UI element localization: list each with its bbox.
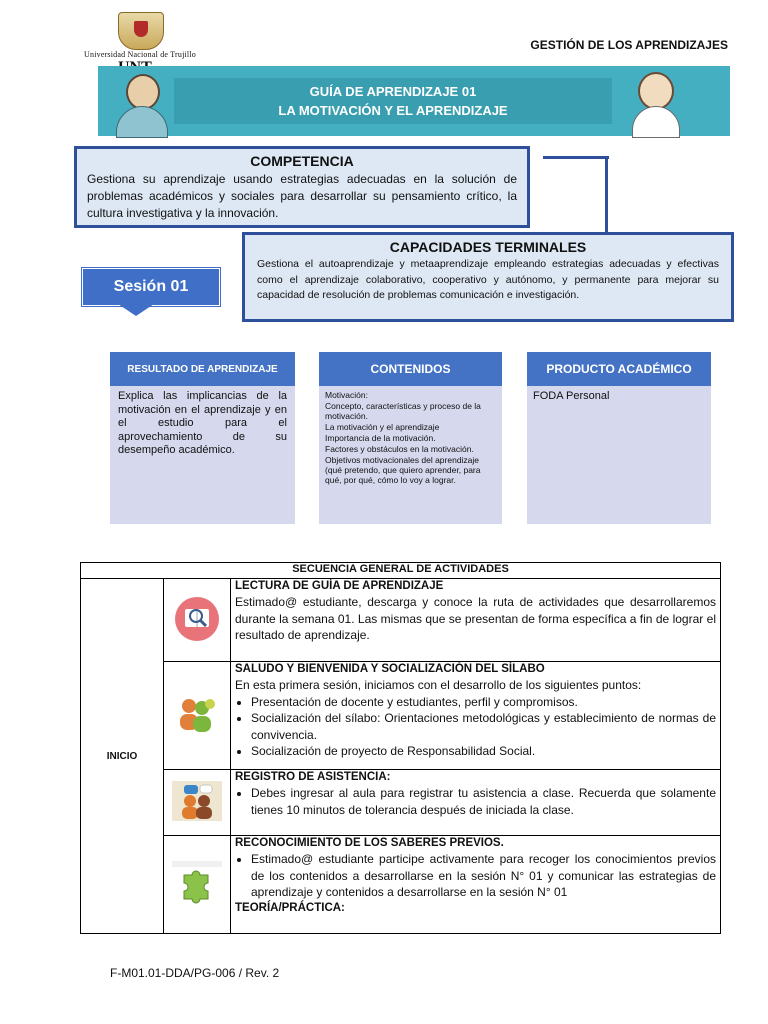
session-label-pointer (118, 304, 154, 316)
contenidos-header: CONTENIDOS (319, 352, 502, 386)
list-item: Motivación: (325, 390, 368, 400)
student-male-illustration (110, 66, 170, 136)
contenidos-list (319, 386, 502, 485)
activity-subtitle: TEORÍA/PRÁCTICA: (235, 901, 345, 914)
capacidades-box (242, 232, 734, 322)
document-header-title: GESTIÓN DE LOS APRENDIZAJES (530, 38, 728, 52)
list-item: • Socialización de proyecto de Responsabilidad Social. (251, 743, 716, 760)
activity-cell (231, 579, 721, 662)
list-item: • Socialización del sílabo: Orientaciones metodológicas y establecimiento de normas de convivencia. (251, 710, 716, 743)
resultado-header: RESULTADO DE APRENDIZAJE (110, 352, 295, 386)
university-crest-icon (118, 12, 164, 50)
icon-cell (164, 662, 231, 770)
activity-title: SALUDO Y BIENVENIDA Y SOCIALIZACIÓN DEL SÍLABO (235, 663, 545, 675)
activity-cell (231, 836, 721, 934)
list-item: Concepto, características y proceso de la motivación. (325, 401, 481, 421)
table-row (81, 563, 721, 579)
activities-title: SECUENCIA GENERAL DE ACTIVIDADES (81, 563, 721, 579)
activity-cell (231, 662, 721, 770)
icon-cell (164, 770, 231, 836)
capacidades-title: CAPACIDADES TERMINALES (389, 239, 587, 255)
university-name: Universidad Nacional de Trujillo (84, 50, 196, 59)
activity-cell (231, 770, 721, 836)
form-code: F-M01.01-DDA/PG-006 / Rev. 2 (110, 966, 280, 980)
banner-title (174, 78, 612, 124)
puzzle-piece-icon (172, 861, 222, 908)
list-item: Objetivos motivacionales del aprendizaje (qué pretendo, que quiero aprender, para qué, por qué, cómo lo voy a lograr. (325, 455, 481, 485)
competencia-box (74, 146, 530, 228)
table-row (81, 579, 721, 662)
guide-number: GUÍA DE APRENDIZAJE 01 (309, 84, 477, 99)
connector-line (605, 156, 608, 236)
list-item: • Debes ingresar al aula para registrar tu asistencia a clase. Recuerda que solamente tienes 10 minutos de tolerancia después de iniciada la clase. (251, 785, 716, 818)
student-female-illustration (624, 66, 684, 136)
capacidades-text: Gestiona el autoaprendizaje y metaaprendizaje empleando estrategias adecuadas y efectivas como el aprendizaje colaborativo, cooperativo y autónomo, y permanente para mejorar su capacidad de resolución de problemas comunicación e investigación. (257, 258, 719, 301)
icon-cell (164, 836, 231, 934)
university-logo (70, 12, 240, 72)
competencia-title: COMPETENCIA (250, 153, 354, 169)
icon-cell (164, 579, 231, 662)
resultado-column (110, 352, 295, 524)
activity-title: RECONOCIMIENTO DE LOS SABERES PREVIOS. (235, 837, 504, 849)
list-item: Importancia de la motivación. (325, 433, 436, 443)
producto-text: FODA Personal (533, 390, 610, 402)
list-item: • Presentación de docente y estudiantes, perfil y compromisos. (251, 694, 716, 711)
list-item: • Estimado@ estudiante participe activamente para recoger los conocimientos previos de los contenidos a desarrollarse en la sesión N° 01 y comunicar las estrategias de aprendizaje y contenidos a desarrollarse en la sesión N° 01 (251, 851, 716, 901)
activities-table (80, 562, 721, 934)
guide-topic: LA MOTIVACIÓN Y EL APRENDIZAJE (278, 103, 508, 118)
activity-title: LECTURA DE GUÍA DE APRENDIZAJE (235, 580, 444, 592)
speech-people-icon (172, 781, 222, 824)
resultado-text: Explica las implicancias de la motivación en el aprendizaje y en el estudio para el aprovechamiento de su desempeño académico. (118, 390, 287, 456)
competencia-text: Gestiona su aprendizaje usando estrategias adecuadas en la solución de problemas académicos y sociales para desarrollar su pensamiento crítico, la cultura investigativa y la innovación. (87, 172, 517, 220)
table-row (81, 770, 721, 836)
people-group-icon (175, 694, 219, 737)
contenidos-column (319, 352, 502, 524)
table-row (81, 662, 721, 770)
session-label: Sesión 01 (82, 268, 220, 306)
activity-text: En esta primera sesión, iniciamos con el desarrollo de los siguientes puntos: (235, 678, 642, 692)
magnifier-book-icon (173, 595, 221, 646)
activity-list (235, 694, 716, 760)
table-row (81, 836, 721, 934)
activity-text: Estimado@ estudiante, descarga y conoce la ruta de actividades que desarrollaremos durante la semana 01. Las mismas que se presentan de forma específica a fin de lograr el resultado de aprendizaje. (235, 595, 716, 642)
list-item: Factores y obstáculos en la motivación. (325, 444, 474, 454)
list-item: La motivación y el aprendizaje (325, 422, 440, 432)
phase-label: INICIO (81, 579, 164, 934)
activity-list (235, 785, 716, 818)
activity-title: REGISTRO DE ASISTENCIA: (235, 771, 391, 783)
activity-list (235, 851, 716, 901)
producto-header: PRODUCTO ACADÉMICO (527, 352, 711, 386)
producto-column (527, 352, 711, 524)
connector-line (543, 156, 609, 159)
